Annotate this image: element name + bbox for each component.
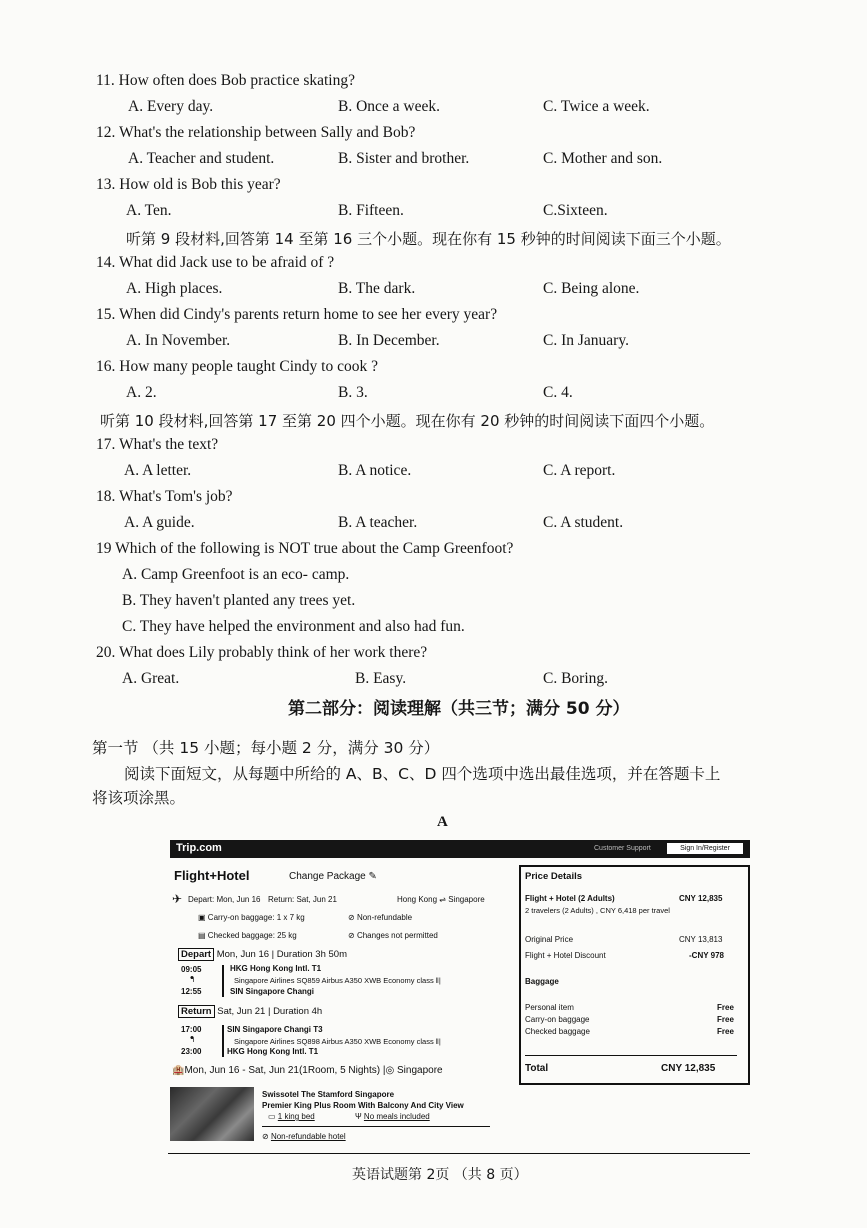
option-c: C. Mother and son. [543, 150, 663, 167]
hotel-refund-policy: ⊘ Non-refundable hotel [262, 1132, 346, 1141]
option-a: A. Every day. [128, 98, 214, 115]
discount-label: Flight + Hotel Discount [525, 951, 606, 960]
option-c: C. A report. [543, 462, 616, 479]
route: Hong Kong ⇌ Singapore [397, 895, 485, 904]
return-depart-airport: SIN Singapore Changi T3 [227, 1025, 323, 1034]
question-15: 15. When did Cindy's parents return home to see her every year? [96, 306, 498, 323]
swap-arrows-icon: ⇌ [439, 895, 446, 904]
option-a: A. A letter. [124, 462, 192, 479]
changes-not-permitted: ⊘ Changes not permitted [348, 931, 438, 940]
option-b: B. A teacher. [338, 514, 418, 531]
price-details-panel [519, 865, 750, 1085]
meal-icon: ‖| [435, 1037, 441, 1046]
non-refundable: ⊘ Non-refundable [348, 913, 413, 922]
return-section: Return Sat, Jun 21 | Duration 4h [178, 1006, 322, 1017]
connect-icon: ᖳ [190, 975, 195, 984]
plane-icon: ✈ [172, 892, 183, 906]
reading-instruction-line2: 将该项涂黑。 [92, 789, 186, 807]
option-c: C. Boring. [543, 670, 609, 687]
footer-rule [168, 1153, 750, 1154]
location-pin-icon: ◎ [385, 1065, 395, 1076]
price-item: Flight + Hotel (2 Adults) [525, 894, 615, 903]
price-heading: Price Details [525, 871, 583, 882]
personal-item-price: Free [717, 1003, 734, 1012]
return-arrive-airport: HKG Hong Kong Intl. T1 [227, 1047, 319, 1056]
option-c: C. They have helped the environment and also had fun. [122, 618, 465, 635]
trip-logo: Trip.com [176, 842, 222, 854]
option-c: C. A student. [543, 514, 624, 531]
option-a: A. Ten. [126, 202, 172, 219]
listening-instruction-10: 听第 10 段材料,回答第 17 至第 20 四个小题。现在你有 20 秒钟的时间阅读下面四个小题。 [100, 412, 715, 430]
question-16: 16. How many people taught Cindy to cook ? [96, 358, 378, 375]
suitcase-icon: ▤ [198, 931, 206, 940]
depart-flight: Singapore Airlines SQ859 Airbus A350 XWB Economy class ‖| [234, 976, 441, 985]
top-bar [170, 840, 750, 858]
option-b: B. Easy. [355, 670, 407, 687]
option-b: B. In December. [338, 332, 440, 349]
question-14: 14. What did Jack use to be afraid of ? [96, 254, 335, 271]
sign-in-button: Sign In/Register [667, 843, 743, 854]
option-c: C. Twice a week. [543, 98, 650, 115]
carry-on-label: Carry-on baggage [525, 1015, 590, 1024]
return-date: Return: Sat, Jun 21 [268, 895, 337, 904]
option-b: B. Once a week. [338, 98, 440, 115]
part-two-heading: 第二部分：阅读理解（共三节；满分 50 分） [288, 699, 630, 719]
depart-tag: Depart [178, 948, 214, 961]
meal-icon: ‖| [435, 976, 441, 985]
question-11: 11. How often does Bob practice skating? [96, 72, 355, 89]
timeline-line [222, 965, 224, 997]
meals-info: Ψ No meals included [355, 1112, 430, 1121]
option-a: A. In November. [126, 332, 231, 349]
option-b: B. The dark. [338, 280, 416, 297]
no-icon: ⊘ [262, 1132, 269, 1141]
question-12: 12. What's the relationship between Sally and Bob? [96, 124, 416, 141]
depart-date: Depart: Mon, Jun 16 [188, 895, 261, 904]
connect-icon: ᖳ [190, 1035, 195, 1044]
question-20: 20. What does Lily probably think of her work there? [96, 644, 428, 661]
listening-instruction-9: 听第 9 段材料,回答第 14 至第 16 三个小题。现在你有 15 秒钟的时间阅读下面三个小题。 [126, 230, 731, 248]
discount-amount: -CNY 978 [689, 951, 724, 960]
arrive-airport: SIN Singapore Changi [230, 987, 315, 996]
option-a: A. Camp Greenfoot is an eco- camp. [122, 566, 350, 583]
pencil-icon: ✎ [368, 871, 377, 882]
total-label: Total [525, 1063, 549, 1074]
original-price-label: Original Price [525, 935, 574, 944]
arrive-time: 12:55 [181, 987, 202, 996]
option-c: C. In January. [543, 332, 629, 349]
reading-instruction-line1: 阅读下面短文，从每题中所给的 A、B、C、D 四个选项中选出最佳选项，并在答题卡上 [124, 765, 721, 783]
option-a: A. A guide. [124, 514, 195, 531]
bed-icon: ▭ [268, 1112, 276, 1121]
no-icon: ⊘ [348, 913, 355, 922]
fork-knife-icon: Ψ [355, 1112, 362, 1121]
personal-item-label: Personal item [525, 1003, 574, 1012]
baggage-heading: Baggage [525, 977, 559, 986]
option-a: A. 2. [126, 384, 157, 401]
option-b: B. 3. [338, 384, 368, 401]
checked-baggage-label: Checked baggage [525, 1027, 590, 1036]
question-17: 17. What's the text? [96, 436, 219, 453]
price-item-amount: CNY 12,835 [679, 894, 723, 903]
return-flight: Singapore Airlines SQ898 Airbus A350 XWB Economy class ‖| [234, 1037, 441, 1046]
hotel-room-photo [170, 1087, 254, 1141]
bed-info: ▭ 1 king bed [268, 1112, 315, 1121]
divider [262, 1126, 490, 1127]
depart-airport: HKG Hong Kong Intl. T1 [230, 964, 322, 973]
room-type: Premier King Plus Room With Balcony And City View [262, 1101, 464, 1110]
question-18: 18. What's Tom's job? [96, 488, 233, 505]
section-one-heading: 第一节 （共 15 小题；每小题 2 分，满分 30 分） [92, 739, 440, 757]
question-13: 13. How old is Bob this year? [96, 176, 281, 193]
checked-baggage-price: Free [717, 1027, 734, 1036]
checked-baggage: ▤ Checked baggage: 25 kg [198, 931, 297, 940]
hotel-icon: 🏨 [172, 1065, 185, 1076]
option-a: A. Teacher and student. [128, 150, 275, 167]
page-footer: 英语试题第 2页 （共 8 页） [352, 1167, 528, 1183]
carry-on-price: Free [717, 1015, 734, 1024]
option-c: C.Sixteen. [543, 202, 608, 219]
depart-section: Depart Mon, Jun 16 | Duration 3h 50m [178, 949, 347, 960]
hotel-name: Swissotel The Stamford Singapore [262, 1090, 395, 1099]
return-tag: Return [178, 1005, 215, 1018]
total-amount: CNY 12,835 [661, 1063, 716, 1074]
timeline-line [222, 1025, 224, 1057]
hotel-stay: 🏨Mon, Jun 16 - Sat, Jun 21(1Room, 5 Nights) |◎ Singapore [172, 1065, 443, 1076]
return-arrive-time: 23:00 [181, 1047, 202, 1056]
change-package-link: Change Package ✎ [289, 871, 377, 882]
divider [525, 1055, 737, 1056]
option-c: C. 4. [543, 384, 573, 401]
original-price-amount: CNY 13,813 [679, 935, 723, 944]
passage-label: A [437, 814, 448, 830]
carry-on-baggage: ▣ Carry-on baggage: 1 x 7 kg [198, 913, 305, 922]
bag-icon: ▣ [198, 913, 206, 922]
question-19: 19 Which of the following is NOT true about the Camp Greenfoot? [96, 540, 514, 557]
option-a: A. High places. [126, 280, 223, 297]
price-per-traveler: 2 travelers (2 Adults) , CNY 6,418 per travel [525, 906, 670, 915]
return-depart-time: 17:00 [181, 1025, 202, 1034]
option-b: B. Sister and brother. [338, 150, 470, 167]
depart-time: 09:05 [181, 965, 202, 974]
option-b: B. A notice. [338, 462, 412, 479]
option-b: B. They haven't planted any trees yet. [122, 592, 356, 609]
option-b: B. Fifteen. [338, 202, 404, 219]
package-title: Flight+Hotel [174, 868, 250, 883]
option-a: A. Great. [122, 670, 180, 687]
option-c: C. Being alone. [543, 280, 640, 297]
no-icon: ⊘ [348, 931, 355, 940]
customer-support-link: Customer Support [594, 845, 651, 852]
trip-booking-card [170, 840, 750, 1152]
